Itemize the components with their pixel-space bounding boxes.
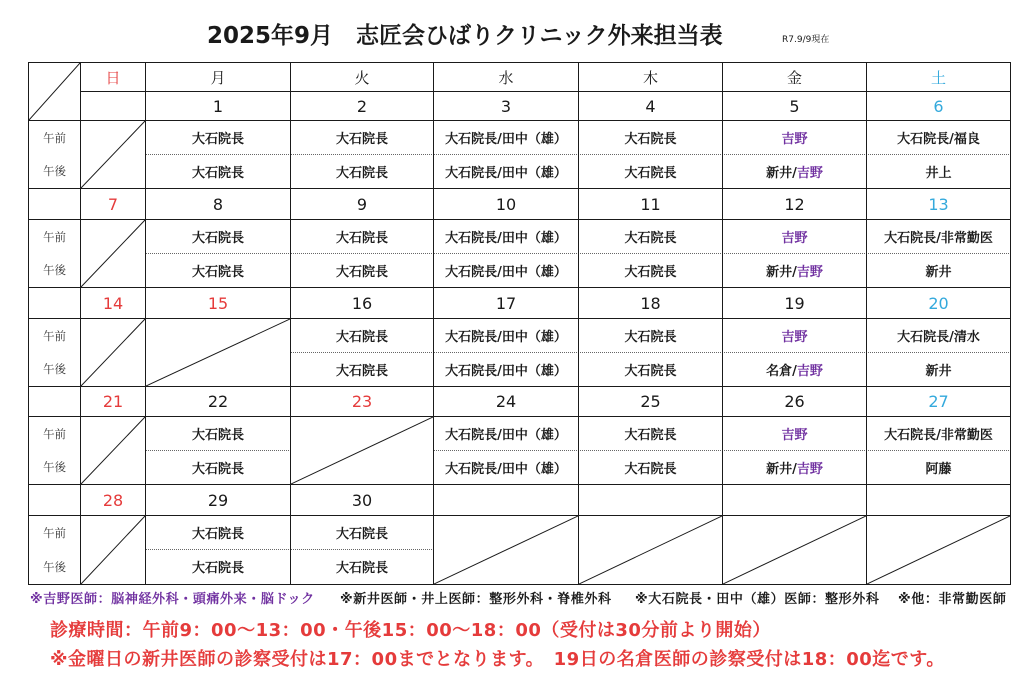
footnote-arai-inoue: ※新井医師・井上医師：整形外科・脊椎外科: [340, 592, 612, 607]
am-doctor-cell-fri: [722, 219, 867, 254]
period-label-am: [28, 318, 81, 353]
weekday-label: 土: [930, 68, 946, 87]
date-number: 4: [645, 96, 656, 116]
slash-line: [146, 319, 290, 386]
doctor-name: 大石院長: [191, 231, 244, 246]
doctor-name: 大石院長: [335, 132, 388, 147]
pm-doctor-cell-wed: [433, 154, 579, 189]
slash-line: [579, 516, 722, 584]
am-doctor-cell-thu: [578, 219, 723, 254]
weekday-label: 木: [642, 68, 658, 87]
am-doctor-cell-mon: [145, 219, 291, 254]
date-cell-tue: [290, 287, 434, 319]
date-cell-fri: [722, 188, 867, 220]
doctor-name: 大石院長: [335, 527, 388, 542]
closed-slash: [434, 516, 578, 584]
notice-consultation-hours: 診療時間：午前9：00～13：00・午後15：00～18：00（受付は30分前より開始）: [50, 620, 771, 641]
date-cell-sun: [80, 287, 146, 319]
date-cell-mon: [145, 188, 291, 220]
date-number: 30: [351, 490, 373, 510]
doctor-name: 大石院長/田中（雄）: [445, 231, 567, 246]
doctor-name: 大石院長: [191, 132, 244, 147]
am-doctor-cell-sat: [866, 219, 1011, 254]
am-doctor-cell-thu: [578, 120, 723, 155]
date-number: 6: [933, 96, 944, 116]
doctor-name: 大石院長/清水: [897, 330, 980, 345]
am-doctor-cell-tue: [290, 120, 434, 155]
schedule-table: [28, 62, 1011, 585]
doctor-name: 吉野: [796, 264, 823, 280]
am-doctor-cell-tue: [290, 515, 434, 550]
week-label-blank: [28, 287, 81, 319]
date-cell-tue: [290, 91, 434, 121]
date-cell-wed: [433, 188, 579, 220]
doctor-name: 大石院長: [191, 527, 244, 542]
doctor-name: 大石院長: [624, 231, 677, 246]
weekday-label: 月: [210, 68, 226, 87]
pm-doctor-cell-wed: [433, 450, 579, 485]
closed-slash: [723, 516, 866, 584]
weekday-header-mon: [145, 62, 291, 92]
doctor-name: 吉野: [781, 330, 808, 345]
weekday-label: 水: [498, 68, 514, 87]
pm-doctor-cell-mon: [145, 253, 291, 288]
doctor-name: 吉野: [781, 428, 808, 443]
date-cell-sun: [80, 91, 146, 121]
doctor-name: 吉野: [796, 461, 823, 477]
date-cell-fri: [722, 287, 867, 319]
period-label-am: [28, 416, 81, 451]
pm-doctor-cell-tue: [290, 549, 434, 585]
doctor-name: 大石院長: [191, 561, 244, 576]
date-number: 14: [102, 293, 124, 313]
pm-doctor-cell-fri: [722, 154, 867, 189]
date-number: 29: [207, 490, 229, 510]
am-doctor-cell-wed: [433, 318, 579, 353]
date-number: 9: [356, 194, 368, 214]
doctor-name: 吉野: [796, 165, 823, 181]
pm-doctor-cell-thu: [578, 154, 723, 189]
doctor-name: 大石院長: [335, 561, 388, 576]
doctor-name: 大石院長/田中（雄）: [445, 461, 567, 477]
pm-doctor-cell-sat: [866, 253, 1011, 288]
weekday-header-tue: [290, 62, 434, 92]
doctor-name: 大石院長: [191, 461, 244, 477]
date-cell-thu: [578, 287, 723, 319]
doctor-name: 大石院長: [191, 165, 244, 181]
am-doctor-cell-wed: [433, 416, 579, 451]
date-cell-tue: [290, 386, 434, 417]
date-cell-fri: [722, 386, 867, 417]
doctor-name: 阿藤: [925, 461, 952, 477]
pm-doctor-cell-tue: [290, 352, 434, 387]
date-cell-wed: [433, 386, 579, 417]
closed-cell-sun: [80, 120, 146, 189]
corner-cell: [28, 62, 81, 121]
am-doctor-cell-mon: [145, 416, 291, 451]
am-doctor-cell-mon: [145, 120, 291, 155]
pm-doctor-cell-mon: [145, 450, 291, 485]
doctor-name: 井上: [925, 165, 952, 181]
doctor-name: 大石院長: [624, 461, 677, 477]
doctor-name: 大石院長/非常勤医: [884, 428, 993, 443]
pm-doctor-cell-sat: [866, 352, 1011, 387]
date-number: 16: [351, 293, 373, 313]
date-number: 28: [102, 490, 124, 510]
doctor-name: 大石院長/田中（雄）: [445, 264, 567, 280]
date-cell-sun: [80, 188, 146, 220]
date-number: 1: [212, 96, 224, 116]
slash-line: [291, 417, 433, 484]
closed-slash: [579, 516, 722, 584]
pm-label: 午後: [43, 460, 66, 474]
period-label-am: [28, 120, 81, 155]
weekday-header-sat: [866, 62, 1011, 92]
slash-line: [29, 63, 80, 120]
doctor-name: 大石院長: [335, 330, 388, 345]
am-doctor-cell-sat: [866, 416, 1011, 451]
date-number: 25: [640, 392, 661, 411]
date-cell-thu: [578, 386, 723, 417]
pm-doctor-cell-mon: [145, 549, 291, 585]
doctor-name: 大石院長: [624, 428, 677, 443]
page-title: 2025年9月 志匠会ひばりクリニック外来担当表: [207, 23, 723, 49]
closed-cell-tue: [290, 416, 434, 485]
footnote-oishi-tanaka: ※大石院長・田中（雄）医師：整形外科: [635, 592, 880, 607]
date-cell-sat: [866, 91, 1011, 121]
date-number: 11: [640, 194, 661, 214]
pm-doctor-cell-fri: [722, 450, 867, 485]
pm-doctor-cell-wed: [433, 352, 579, 387]
closed-cell-sat: [866, 515, 1011, 585]
doctor-name: 大石院長: [624, 330, 677, 345]
pm-label: 午後: [43, 362, 66, 376]
period-label-am: [28, 515, 81, 550]
doctor-name: 大石院長/田中（雄）: [445, 330, 567, 345]
doctor-name: 大石院長: [335, 363, 388, 379]
date-cell-sat: [866, 287, 1011, 319]
slash-line: [81, 417, 145, 484]
weekday-header-fri: [722, 62, 867, 92]
date-cell-thu: [578, 91, 723, 121]
am-doctor-cell-sat: [866, 318, 1011, 353]
am-label: 午前: [43, 526, 66, 540]
date-cell-sun: [80, 484, 146, 516]
am-label: 午前: [43, 131, 66, 145]
footnote-yoshino: ※吉野医師：脳神経外科・頭痛外来・脳ドック: [30, 592, 315, 607]
date-number: 8: [212, 194, 224, 214]
closed-cell-thu: [578, 515, 723, 585]
date-number: 3: [500, 96, 512, 116]
am-doctor-cell-wed: [433, 120, 579, 155]
closed-cell-wed: [433, 515, 579, 585]
doctor-name: 大石院長/田中（雄）: [445, 363, 567, 379]
doctor-name: 大石院長/田中（雄）: [445, 132, 567, 147]
doctor-name: 新井/: [766, 165, 797, 181]
period-label-pm: [28, 450, 81, 485]
closed-cell-sun: [80, 515, 146, 585]
date-cell-thu: [578, 484, 723, 516]
week-label-blank: [28, 188, 81, 220]
pm-doctor-cell-thu: [578, 253, 723, 288]
date-cell-thu: [578, 188, 723, 220]
pm-doctor-cell-tue: [290, 154, 434, 189]
slash-line: [81, 516, 145, 584]
date-number: 24: [495, 392, 517, 411]
footnote-others: ※他：非常勤医師: [898, 592, 1007, 607]
pm-doctor-cell-sat: [866, 154, 1011, 189]
date-number: 7: [107, 194, 119, 214]
date-number: 23: [351, 392, 373, 411]
notice-reception-limits: ※金曜日の新井医師の診察受付は17：00までとなります。 19日の名倉医師の診察受付は18：00迄です。: [50, 649, 945, 670]
weekday-header-wed: [433, 62, 579, 92]
doctor-name: 新井/: [766, 461, 797, 477]
date-cell-fri: [722, 484, 867, 516]
date-number: 12: [784, 194, 805, 214]
date-cell-mon: [145, 91, 291, 121]
doctor-name: 大石院長: [335, 165, 388, 181]
date-number: 21: [102, 392, 124, 411]
date-cell-wed: [433, 91, 579, 121]
closed-slash: [29, 63, 80, 120]
doctor-name: 大石院長: [191, 428, 244, 443]
doctor-name: 大石院長/田中（雄）: [445, 428, 567, 443]
date-number: 22: [207, 392, 229, 411]
closed-cell-sun: [80, 219, 146, 288]
pm-doctor-cell-fri: [722, 352, 867, 387]
date-number: 17: [495, 293, 517, 313]
weekday-label: 金: [786, 68, 802, 87]
slash-line: [81, 121, 145, 188]
pm-doctor-cell-thu: [578, 450, 723, 485]
pm-doctor-cell-mon: [145, 154, 291, 189]
pm-label: 午後: [43, 164, 66, 178]
date-cell-mon: [145, 386, 291, 417]
weekday-header-thu: [578, 62, 723, 92]
date-cell-tue: [290, 188, 434, 220]
closed-cell-sun: [80, 416, 146, 485]
am-doctor-cell-fri: [722, 120, 867, 155]
doctor-name: 大石院長/福良: [897, 132, 980, 147]
week-label-blank: [28, 386, 81, 417]
closed-slash: [867, 516, 1010, 584]
week-label-blank: [28, 484, 81, 516]
doctor-name: 名倉/: [766, 363, 797, 379]
doctor-name: 新井: [925, 363, 952, 379]
doctor-name: 吉野: [781, 132, 808, 147]
date-cell-mon: [145, 484, 291, 516]
date-number: 2: [356, 96, 368, 116]
pm-doctor-cell-thu: [578, 352, 723, 387]
am-doctor-cell-wed: [433, 219, 579, 254]
closed-cell-sun: [80, 318, 146, 387]
slash-line: [434, 516, 578, 584]
pm-label: 午後: [43, 263, 66, 277]
doctor-name: 大石院長: [191, 264, 244, 280]
am-doctor-cell-fri: [722, 416, 867, 451]
am-label: 午前: [43, 230, 66, 244]
weekday-label: 火: [354, 68, 370, 87]
date-cell-sun: [80, 386, 146, 417]
as-of-date: R7.9/9現在: [782, 35, 830, 45]
pm-doctor-cell-tue: [290, 253, 434, 288]
pm-doctor-cell-sat: [866, 450, 1011, 485]
slash-line: [81, 220, 145, 287]
am-doctor-cell-tue: [290, 219, 434, 254]
date-cell-wed: [433, 484, 579, 516]
closed-cell-mon: [145, 318, 291, 387]
closed-slash: [81, 516, 145, 584]
slash-line: [81, 319, 145, 386]
closed-cell-fri: [722, 515, 867, 585]
date-number: 26: [784, 392, 805, 411]
doctor-name: 大石院長: [624, 363, 677, 379]
period-label-pm: [28, 253, 81, 288]
closed-slash: [81, 417, 145, 484]
am-doctor-cell-thu: [578, 416, 723, 451]
period-label-pm: [28, 352, 81, 387]
period-label-pm: [28, 154, 81, 189]
pm-doctor-cell-fri: [722, 253, 867, 288]
date-cell-wed: [433, 287, 579, 319]
date-cell-tue: [290, 484, 434, 516]
am-label: 午前: [43, 427, 66, 441]
doctor-name: 大石院長: [624, 132, 677, 147]
date-number: 19: [784, 293, 805, 313]
pm-label: 午後: [43, 559, 66, 574]
am-doctor-cell-sat: [866, 120, 1011, 155]
date-cell-sat: [866, 484, 1011, 516]
am-doctor-cell-tue: [290, 318, 434, 353]
date-cell-mon: [145, 287, 291, 319]
doctor-name: 新井/: [766, 264, 797, 280]
period-label-pm: [28, 549, 81, 585]
pm-doctor-cell-wed: [433, 253, 579, 288]
am-doctor-cell-mon: [145, 515, 291, 550]
date-number: 5: [789, 96, 800, 116]
doctor-name: 大石院長/田中（雄）: [445, 165, 567, 181]
doctor-name: 吉野: [796, 363, 823, 379]
date-number: 15: [207, 293, 229, 313]
doctor-name: 大石院長: [335, 264, 388, 280]
closed-slash: [81, 121, 145, 188]
slash-line: [867, 516, 1010, 584]
slash-line: [723, 516, 866, 584]
closed-slash: [81, 220, 145, 287]
doctor-name: 大石院長: [624, 264, 677, 280]
doctor-name: 大石院長: [335, 231, 388, 246]
closed-slash: [81, 319, 145, 386]
date-cell-fri: [722, 91, 867, 121]
doctor-name: 大石院長: [624, 165, 677, 181]
doctor-name: 大石院長/非常勤医: [884, 231, 993, 246]
date-number: 13: [928, 194, 949, 214]
am-doctor-cell-thu: [578, 318, 723, 353]
date-number: 20: [928, 293, 949, 313]
closed-slash: [291, 417, 433, 484]
period-label-am: [28, 219, 81, 254]
weekday-label: 日: [105, 68, 121, 87]
doctor-name: 新井: [925, 264, 952, 280]
weekday-header-sun: [80, 62, 146, 92]
doctor-name: 吉野: [781, 231, 808, 246]
date-number: 10: [495, 194, 517, 214]
closed-slash: [146, 319, 290, 386]
date-number: 27: [928, 392, 949, 411]
am-doctor-cell-fri: [722, 318, 867, 353]
date-cell-sat: [866, 188, 1011, 220]
date-cell-sat: [866, 386, 1011, 417]
date-number: 18: [640, 293, 661, 313]
am-label: 午前: [43, 329, 66, 343]
